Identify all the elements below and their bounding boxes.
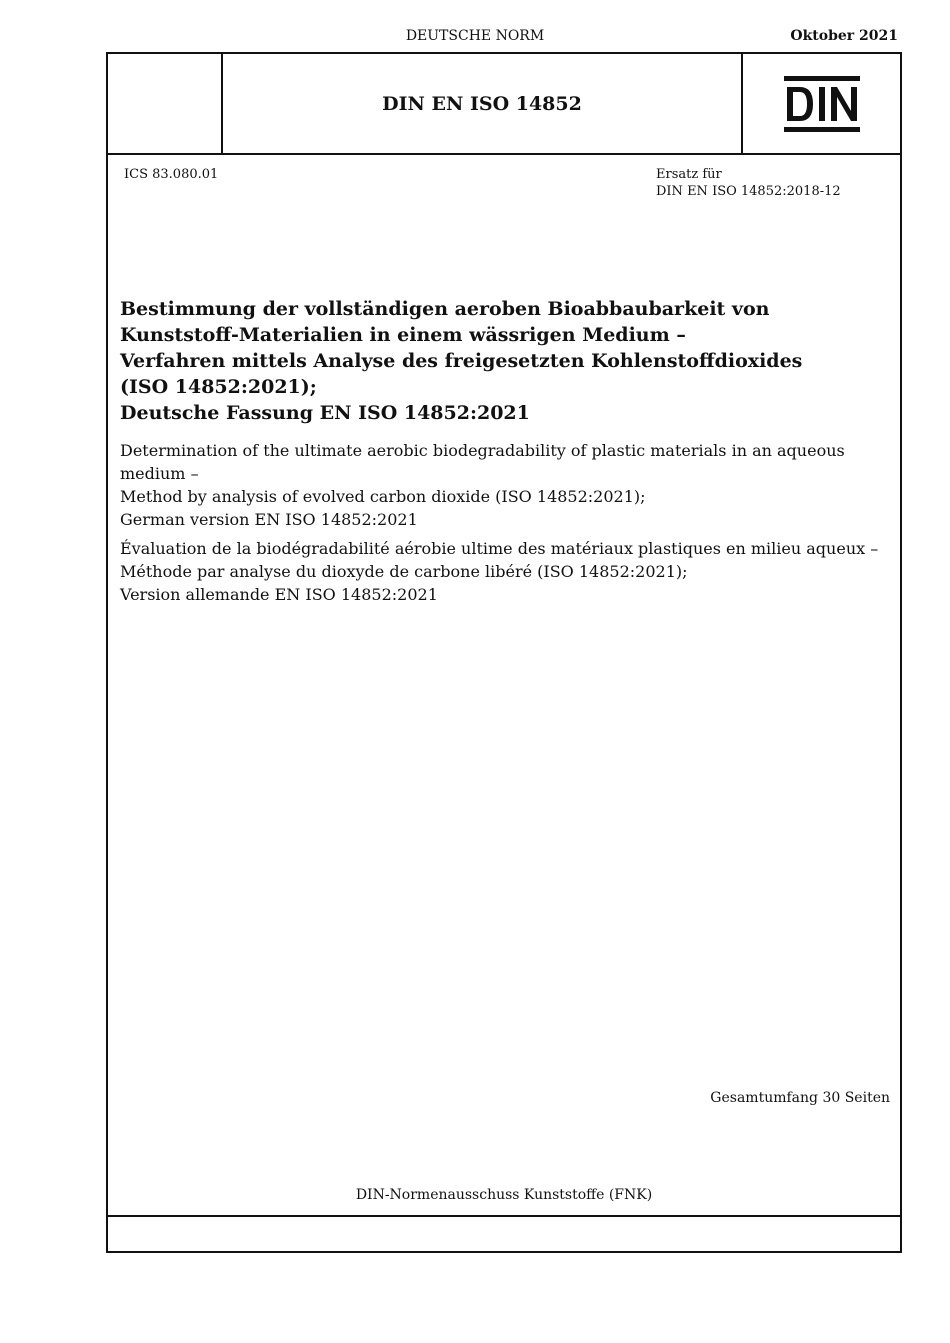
replaces-label: Ersatz für bbox=[656, 167, 722, 182]
ics-code: ICS 83.080.01 bbox=[124, 167, 219, 182]
title-french-line: Méthode par analyse du dioxyde de carbone libéré (ISO 14852:2021); bbox=[120, 562, 688, 581]
title-german-line: Verfahren mittels Analyse des freigesetzten Kohlenstoffdioxides bbox=[120, 350, 803, 372]
replaces-value: DIN EN ISO 14852:2018-12 bbox=[656, 184, 841, 199]
title-german-line: Kunststoff-Materialien in einem wässrigen Medium – bbox=[120, 324, 686, 346]
title-english-line: German version EN ISO 14852:2021 bbox=[120, 510, 418, 529]
header-cell-logo bbox=[743, 54, 900, 153]
title-english-line: medium – bbox=[120, 464, 199, 483]
title-french-line: Version allemande EN ISO 14852:2021 bbox=[120, 585, 438, 604]
title-german-line: Bestimmung der vollständigen aeroben Bioabbaubarkeit von bbox=[120, 298, 770, 320]
standard-number: DIN EN ISO 14852 bbox=[382, 92, 582, 115]
header-cell-standard bbox=[223, 54, 743, 153]
title-french-line: Évaluation de la biodégradabilité aérobie ultime des matériaux plastiques en milieu aqueux – bbox=[120, 539, 879, 558]
replacement-info bbox=[656, 166, 841, 200]
title-english-line: Method by analysis of evolved carbon dioxide (ISO 14852:2021); bbox=[120, 487, 646, 506]
page-count: Gesamtumfang 30 Seiten bbox=[710, 1090, 890, 1106]
title-english-line: Determination of the ultimate aerobic biodegradability of plastic materials in an aqueous bbox=[120, 441, 845, 460]
document-frame bbox=[106, 52, 902, 1253]
title-french bbox=[120, 537, 895, 606]
header-row bbox=[108, 54, 900, 155]
document-type-label: DEUTSCHE NORM bbox=[405, 28, 545, 44]
title-english bbox=[120, 439, 885, 531]
header-cell-empty bbox=[108, 54, 223, 153]
title-german-line: (ISO 14852:2021); bbox=[120, 376, 317, 398]
title-german bbox=[120, 296, 890, 426]
title-german-line: Deutsche Fassung EN ISO 14852:2021 bbox=[120, 402, 530, 424]
standards-committee: DIN-Normenausschuss Kunststoffe (FNK) bbox=[355, 1187, 653, 1203]
din-logo bbox=[784, 76, 860, 132]
footer-divider bbox=[108, 1215, 900, 1217]
publication-date: Oktober 2021 bbox=[790, 28, 898, 44]
